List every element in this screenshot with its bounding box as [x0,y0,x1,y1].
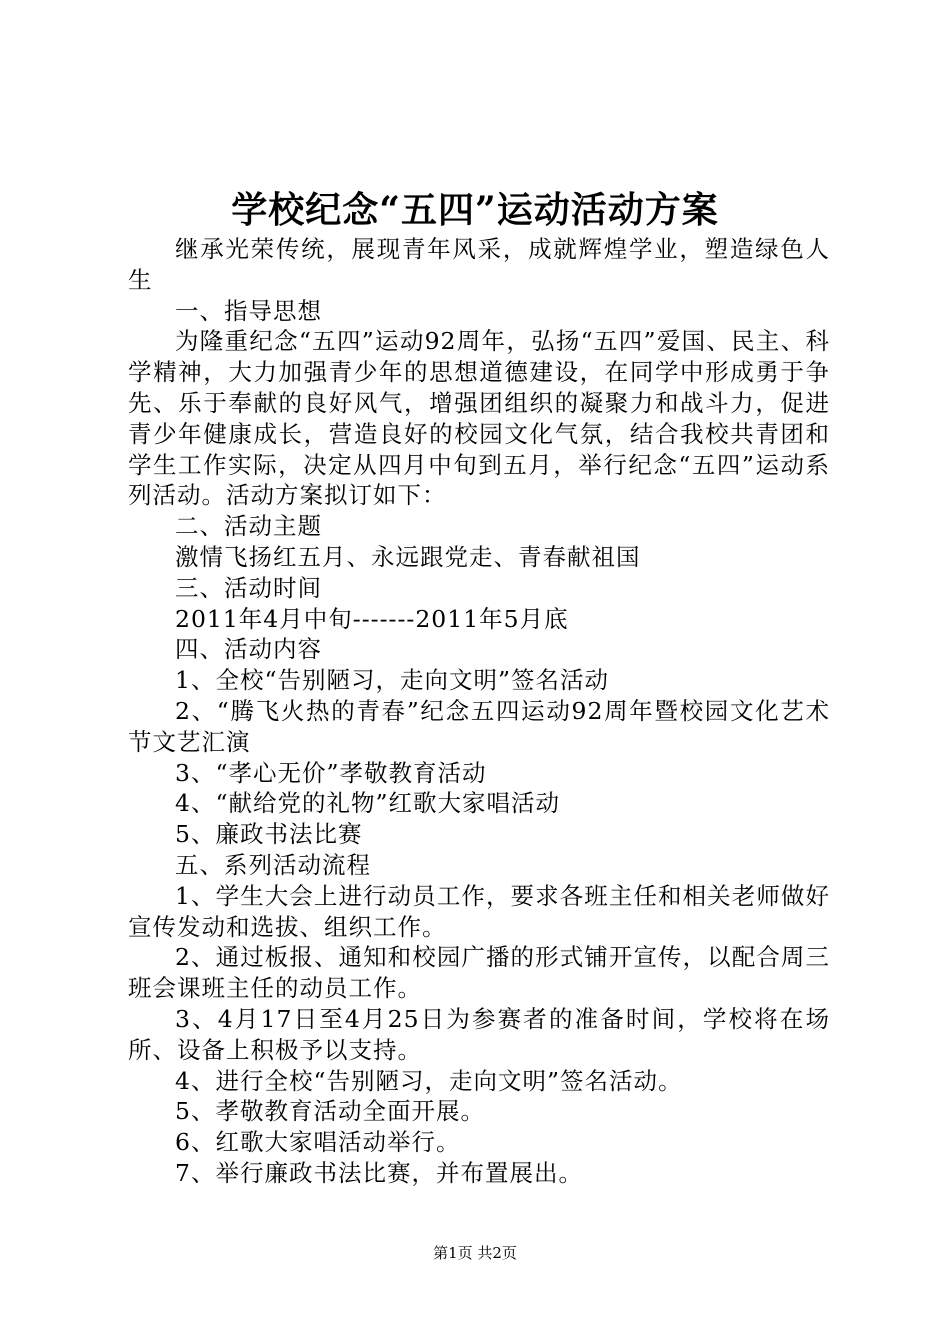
content-item-5: 5、廉政书法比赛 [175,820,363,849]
process-item-1: 1、学生大会上进行动员工作，要求各班主任和相关老师做好宣传发动和选拔、组织工作。 [128,881,830,941]
process-item-5: 5、孝敬教育活动全面开展。 [175,1097,485,1126]
section-heading-theme: 二、活动主题 [175,512,322,541]
content-item-3: 3、“孝心无价”孝敬教育活动 [175,758,487,787]
body-paragraph-purpose: 为隆重纪念“五四”运动92周年，弘扬“五四”爱国、民主、科学精神，大力加强青少年的思想道德建设，在同学中形成勇于争先、乐于奉献的良好风气，增强团组织的凝聚力和战斗力，促进青少年健康成长，营造良好的校园文化气氛，结合我校共青团和学生工作实际，决定从四月中旬到五月，举行纪念“五四”运动系列活动。活动方案拟订如下： [128,327,830,510]
document-body [128,234,830,1189]
content-item-1: 1、全校“告别陋习，走向文明”签名活动 [175,666,609,695]
time-text: 2011年4月中旬-------2011年5月底 [175,604,569,633]
theme-text: 激情飞扬红五月、永远跟党走、青春献祖国 [175,542,641,571]
content-item-4: 4、“献给党的礼物”红歌大家唱活动 [175,789,560,818]
slogan-paragraph: 继承光荣传统，展现青年风采，成就辉煌学业，塑造绿色人生 [128,235,830,294]
section-heading-process: 五、系列活动流程 [175,850,371,879]
process-item-6: 6、红歌大家唱活动举行。 [175,1128,461,1157]
section-heading-time: 三、活动时间 [175,573,322,602]
process-item-7: 7、举行廉政书法比赛，并布置展出。 [175,1158,583,1187]
process-item-4: 4、进行全校“告别陋习，走向文明”签名活动。 [175,1066,683,1095]
process-item-2: 2、通过板报、通知和校园广播的形式铺开宣传，以配合周三班会课班主任的动员工作。 [128,943,830,1003]
section-heading-content: 四、活动内容 [175,635,322,664]
content-item-2: 2、“腾飞火热的青春”纪念五四运动92周年暨校园文化艺术节文艺汇演 [128,696,830,756]
process-item-3: 3、4月17日至4月25日为参赛者的准备时间，学校将在场所、设备上积极予以支持。 [128,1004,830,1064]
page-footer: 第1页 共2页 [433,1244,517,1262]
section-heading-guiding-ideology: 一、指导思想 [175,296,322,325]
document-title: 学校纪念“五四”运动活动方案 [231,189,719,231]
